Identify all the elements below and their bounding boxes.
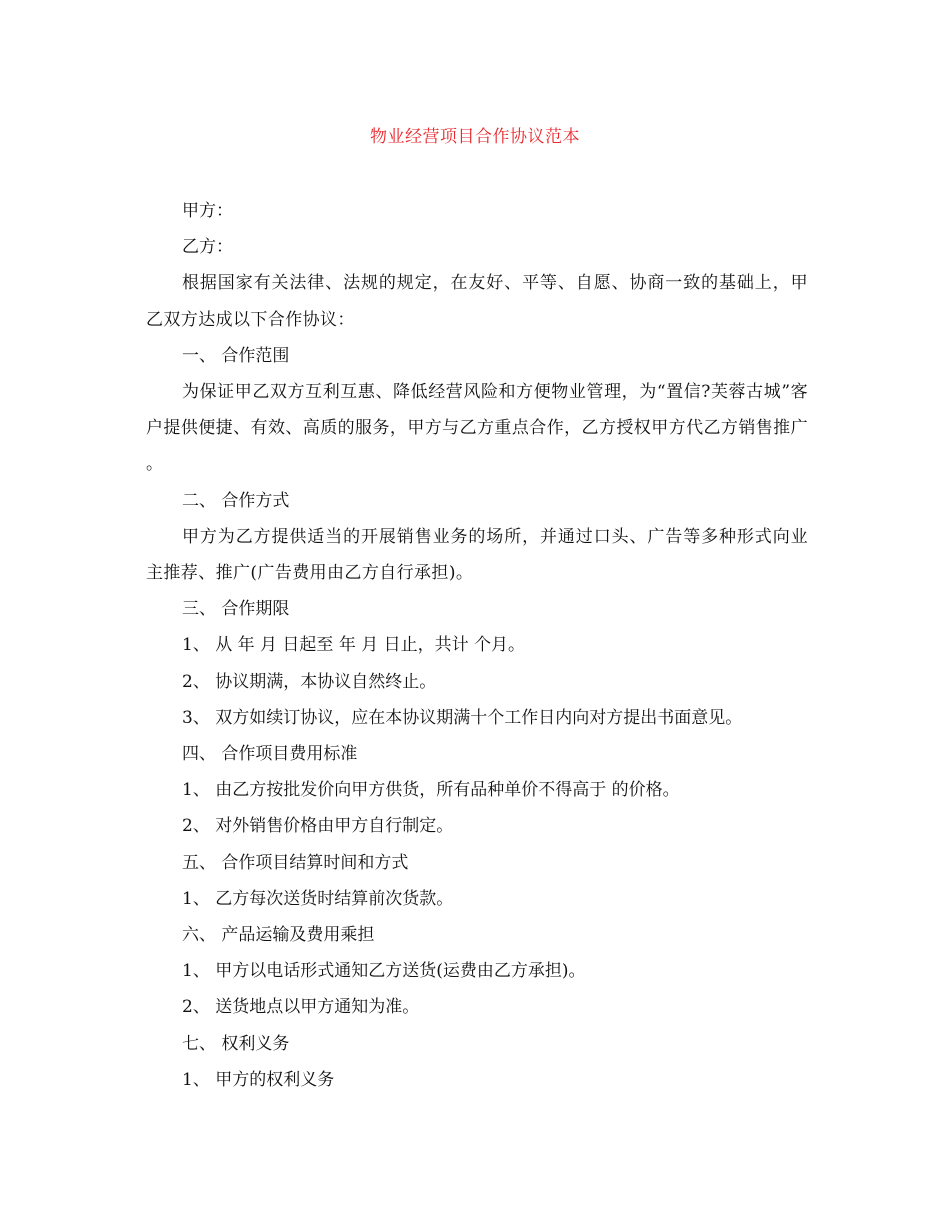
section-1-paragraph: 为保证甲乙双方互利互惠、降低经营风险和方便物业管理，为“置信?芙蓉古城”客户提供便捷、有效、高质的服务，甲方与乙方重点合作，乙方授权甲方代乙方销售推广 。 xyxy=(146,382,808,475)
section-heading-5: 五、 合作项目结算时间和方式 xyxy=(182,852,409,873)
clause-6-2: 2、 送货地点以甲方通知为准。 xyxy=(182,997,420,1018)
clause-6-1: 1、 甲方以电话形式通知乙方送货(运费由乙方承担)。 xyxy=(182,961,586,982)
clause-5-1: 1、 乙方每次送货时结算前次货款。 xyxy=(182,888,454,909)
section-2-paragraph: 甲方为乙方提供适当的开展销售业务的场所，并通过口头、广告等多种形式向业主推荐、推广(广告费用由乙方自行承担)。 xyxy=(146,526,808,584)
preamble-paragraph: 根据国家有关法律、法规的规定，在友好、平等、自愿、协商一致的基础上，甲乙双方达成以下合作协议： xyxy=(146,273,808,330)
section-heading-1: 一、 合作范围 xyxy=(182,345,290,366)
document-title: 物业经营项目合作协议范本 xyxy=(370,127,580,147)
clause-7-1: 1、 甲方的权利义务 xyxy=(182,1069,335,1090)
clause-3-2: 2、 协议期满，本协议自然终止。 xyxy=(182,671,437,692)
section-heading-2: 二、 合作方式 xyxy=(182,490,290,511)
section-heading-6: 六、 产品运输及费用乘担 xyxy=(182,925,375,946)
section-heading-7: 七、 权利义务 xyxy=(182,1033,290,1054)
section-heading-4: 四、 合作项目费用标准 xyxy=(182,744,358,765)
clause-3-3: 3、 双方如续订协议，应在本协议期满十个工作日内向对方提出书面意见。 xyxy=(182,707,743,728)
clause-4-1: 1、 由乙方按批发价向甲方供货，所有品种单价不得高于 的价格。 xyxy=(182,780,680,801)
party-b-line: 乙方： xyxy=(182,237,233,258)
clause-4-2: 2、 对外销售价格由甲方自行制定。 xyxy=(182,816,454,837)
clause-3-1: 1、 从 年 月 日起至 年 月 日止，共计 个月。 xyxy=(182,635,526,656)
document-body xyxy=(146,193,808,1098)
section-heading-3: 三、 合作期限 xyxy=(182,599,290,620)
party-a-line: 甲方： xyxy=(182,201,233,221)
